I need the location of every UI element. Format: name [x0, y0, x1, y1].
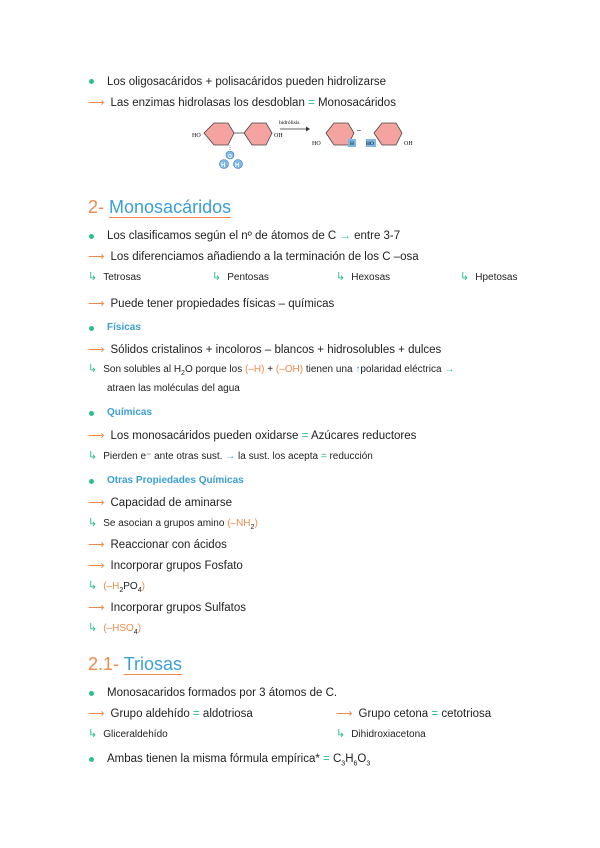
arrow-icon: →: [225, 451, 236, 462]
arrow-icon: ⟶: [88, 560, 105, 572]
fisicas-line-3: atraen las moléculas del agua: [107, 383, 240, 394]
section-heading-triosas: 2.1- Triosas: [88, 654, 183, 674]
fisicas-line-2: ↳ Son solubles al $H_2O$ porque los (–H) + (–OH) tienen una ↑polaridad eléctrica →: [88, 363, 455, 377]
svg-text:HO: HO: [366, 141, 374, 147]
arrow-icon: ⟶: [88, 97, 105, 109]
hydrolysis-diagram: [190, 115, 420, 177]
bullet-dot: [89, 326, 94, 331]
leaf-icon: ↳: [88, 580, 98, 592]
reaction-arrow: [279, 120, 310, 132]
bullet-dot: [89, 691, 94, 696]
leaf-icon: ↳: [212, 271, 222, 283]
arrow-icon: ⟶: [88, 602, 105, 614]
svg-text:HO: HO: [312, 141, 321, 147]
quimicas-line-1: ⟶ Los monosacáridos pueden oxidarse = Azúcares reductores: [88, 430, 417, 442]
up-arrow-icon: ↑: [355, 364, 361, 375]
svg-text:H: H: [350, 141, 354, 147]
arrow-icon: ⟶: [88, 298, 105, 310]
arrow-icon: ⟶: [88, 539, 105, 551]
mono-line-3: ⟶ Puede tener propiedades físicas – químicas: [88, 298, 335, 310]
arrow-icon: ⟶: [88, 251, 105, 263]
arrow-icon: ⟶: [88, 497, 105, 509]
svg-text:hidrólisis: hidrólisis: [279, 120, 300, 126]
section-heading-monosacaridos: 2- Monosacáridos: [88, 197, 232, 217]
mono-line-1: Los clasificamos según el nº de átomos de C → entre 3-7: [107, 230, 401, 242]
quimicas-line-2: ↳ Pierden e⁻ ante otras sust. → la sust. los acepta = reducción: [88, 450, 373, 462]
leaf-icon: ↳: [88, 271, 98, 283]
monosaccharides-molecule: [312, 123, 413, 147]
leaf-icon: ↳: [88, 450, 98, 462]
svg-text:HO: HO: [192, 133, 201, 139]
intro-line-1: Los oligosacáridos + polisacáridos pueden hidrolizarse: [107, 76, 387, 88]
leaf-icon: ↳: [88, 363, 98, 375]
subheading-quimicas: Químicas: [107, 407, 153, 418]
intro-line-2: ⟶ Las enzimas hidrolasas los desdoblan = Monosacáridos: [88, 97, 396, 109]
svg-text:O: O: [228, 154, 232, 160]
triosas-line-4: Ambas tienen la misma fórmula empírica* = $C_3H_6O_3$: [107, 753, 371, 768]
bullet-dot: [89, 79, 94, 84]
otras-line-2: ↳ Se asocian a grupos amino $(-NH_2)$: [88, 517, 258, 531]
bullet-dot: [89, 234, 94, 239]
otras-line-6: ⟶ Incorporar grupos Sulfatos: [88, 602, 247, 614]
leaf-icon: ↳: [88, 728, 98, 740]
svg-text:H: H: [221, 163, 226, 169]
svg-text:OH: OH: [274, 133, 283, 139]
bullet-dot: [89, 757, 94, 762]
svg-text:OH: OH: [404, 141, 413, 147]
leaf-icon: ↳: [336, 728, 346, 740]
otras-line-7: ↳ $(-HSO_4)$: [88, 622, 142, 636]
otras-line-1: ⟶ Capacidad de aminarse: [88, 497, 232, 509]
otras-line-4: ⟶ Incorporar grupos Fosfato: [88, 560, 243, 572]
mono-line-2: ⟶ Los diferenciamos añadiendo a la terminación de los C –osa: [88, 251, 419, 263]
disaccharide-molecule: [192, 123, 283, 169]
otras-line-3: ⟶ Reaccionar con ácidos: [88, 539, 227, 551]
leaf-icon: ↳: [88, 622, 98, 634]
bullet-dot: [89, 411, 94, 416]
arrow-icon: ⟶: [88, 430, 105, 442]
triosas-line-1: Monosacaridos formados por 3 átomos de C.: [107, 687, 338, 699]
otras-line-5: ↳ $(-H_2PO_4)$: [88, 580, 145, 594]
arrow-icon: ⟶: [88, 344, 105, 356]
subheading-otras: Otras Propiedades Químicas: [107, 475, 244, 486]
fisicas-line-1: ⟶ Sólidos cristalinos + incoloros – blancos + hidrosolubles + dulces: [88, 344, 442, 356]
svg-text:–: –: [357, 127, 361, 134]
bullet-dot: [89, 479, 94, 484]
subheading-fisicas: Físicas: [107, 322, 141, 333]
arrow-icon: ⟶: [336, 708, 353, 720]
arrow-icon: ⟶: [88, 708, 105, 720]
arrow-icon: →: [444, 364, 455, 375]
leaf-icon: ↳: [336, 271, 346, 283]
svg-text:H: H: [235, 163, 240, 169]
leaf-icon: ↳: [88, 517, 98, 529]
leaf-icon: ↳: [460, 271, 470, 283]
